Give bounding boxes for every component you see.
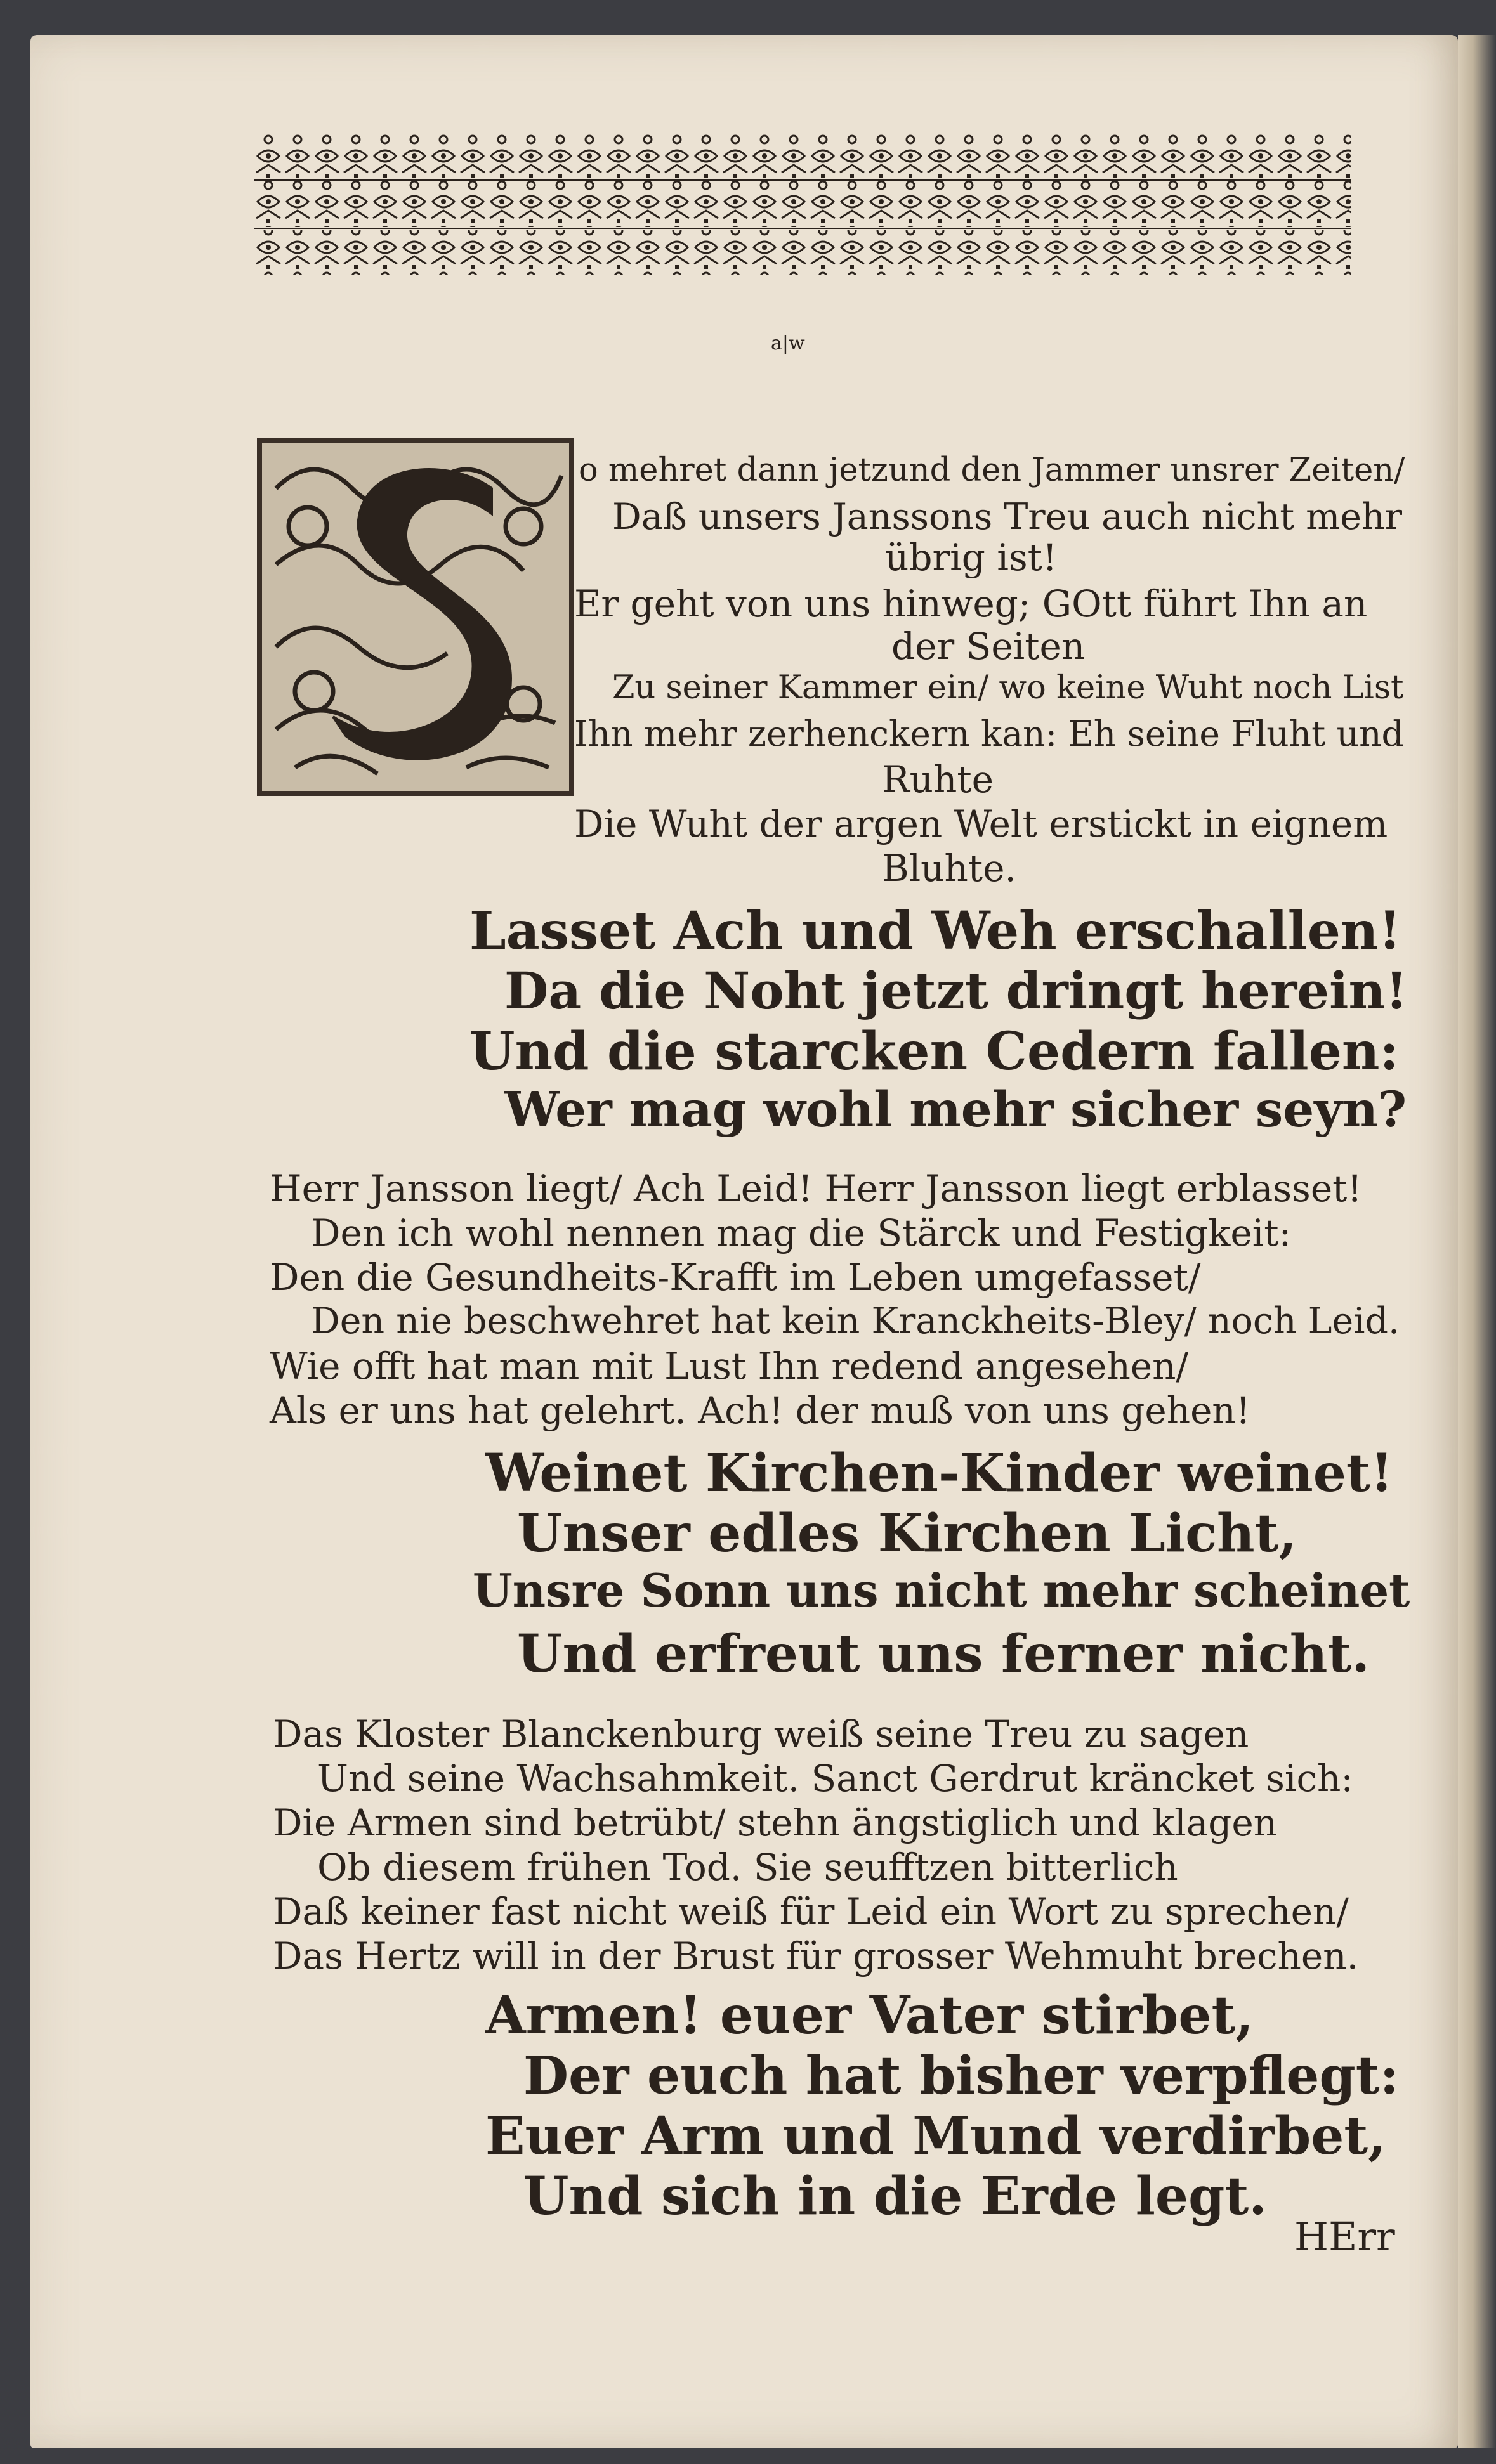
- refrain2-line-4: Und erfreut uns ferner nicht.: [517, 1624, 1370, 1685]
- stanza3-line-5: Daß keiner fast nicht weiß für Leid ein Wort zu sprechen/: [273, 1890, 1349, 1933]
- refrain3-line-2: Der euch hat bisher verpflegt:: [523, 2045, 1399, 2106]
- stanza2-line-3: Den die Gesundheits-Krafft im Leben umgefasset/: [270, 1256, 1201, 1299]
- stanza3-line-4: Ob diesem frühen Tod. Sie seufftzen bitterlich: [317, 1846, 1178, 1889]
- refrain3-line-3: Euer Arm und Mund verdirbet,: [485, 2106, 1386, 2167]
- refrain2-line-2: Unser edles Kirchen Licht,: [517, 1503, 1297, 1564]
- refrain2-line-1: Weinet Kirchen-Kinder weinet!: [485, 1443, 1393, 1504]
- stanza2-line-1: Herr Jansson liegt/ Ach Leid! Herr Jansson liegt erblasset!: [270, 1167, 1362, 1210]
- stanza3-line-2: Und seine Wachsahmkeit. Sanct Gerdrut kräncket sich:: [317, 1757, 1353, 1800]
- refrain1-line-2: Da die Noht jetzt dringt herein!: [504, 961, 1408, 1020]
- refrain3-line-4: Und sich in die Erde legt.: [523, 2166, 1267, 2227]
- stanza1-line-4: Er geht von uns hinweg; GOtt führt Ihn an: [574, 582, 1368, 625]
- stanza1-line-3: übrig ist!: [885, 536, 1058, 579]
- stanza2-line-2: Den ich wohl nennen mag die Stärck und Festigkeit:: [311, 1211, 1292, 1255]
- catchword: HErr: [1294, 2213, 1395, 2260]
- stanza1-line-6: Zu seiner Kammer ein/ wo keine Wuht noch List: [612, 669, 1404, 707]
- refrain1-line-1: Lasset Ach und Weh erschallen!: [469, 901, 1401, 961]
- stanza1-line-2: Daß unsers Janssons Treu auch nicht mehr: [612, 496, 1402, 538]
- stanza1-line-10: Bluhte.: [882, 847, 1016, 890]
- stanza3-line-6: Das Hertz will in der Brust für grosser Wehmuht brechen.: [273, 1934, 1359, 1978]
- stanza2-line-5: Wie offt hat man mit Lust Ihn redend angesehen/: [270, 1345, 1189, 1388]
- refrain1-line-4: Wer mag wohl mehr sicher seyn?: [504, 1081, 1407, 1138]
- book-spine: [1458, 35, 1496, 2448]
- refrain2-line-3: Unsre Sonn uns nicht mehr scheinet: [473, 1563, 1410, 1617]
- stanza3-line-3: Die Armen sind betrübt/ stehn ängstiglich und klagen: [273, 1801, 1278, 1844]
- stanza2-line-6: Als er uns hat gelehrt. Ach! der muß von uns gehen!: [270, 1389, 1251, 1432]
- decorated-initial: [257, 438, 574, 796]
- dropcap-letter: S: [413, 699, 418, 706]
- stanza1-line-8: Ruhte: [882, 758, 994, 801]
- stanza3-line-1: Das Kloster Blanckenburg weiß seine Treu zu sagen: [273, 1712, 1249, 1756]
- stanza1-line-9: Die Wuht der argen Welt erstickt in eignem: [574, 802, 1388, 845]
- ornamental-border: [254, 133, 1351, 276]
- signature-mark: a|w: [771, 332, 805, 355]
- stanza1-line-1: o mehret dann jetzund den Jammer unsrer Zeiten/: [579, 452, 1405, 489]
- refrain1-line-3: Und die starcken Cedern fallen:: [469, 1021, 1399, 1082]
- stanza2-line-4: Den nie beschwehret hat kein Kranckheits-Bley/ noch Leid.: [311, 1300, 1400, 1342]
- refrain3-line-1: Armen! euer Vater stirbet,: [485, 1985, 1254, 2046]
- stanza1-line-5: der Seiten: [891, 625, 1086, 668]
- stanza1-line-7: Ihn mehr zerhenckern kan: Eh seine Fluht und: [574, 714, 1404, 754]
